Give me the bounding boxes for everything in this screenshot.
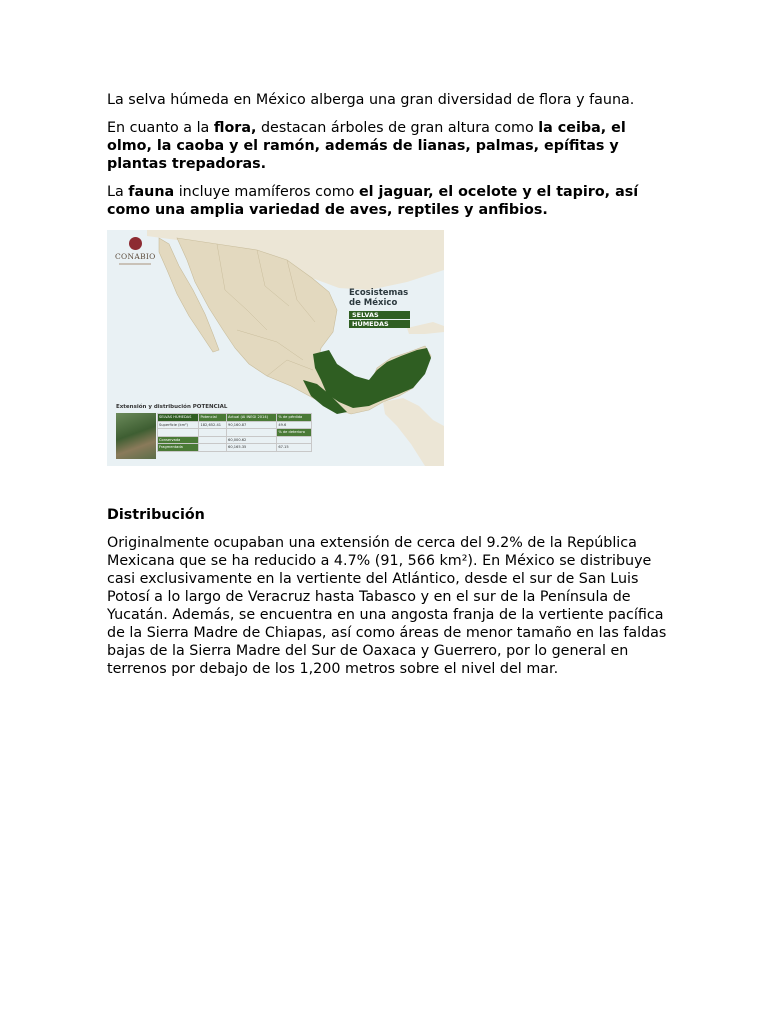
table-cell — [199, 444, 227, 452]
distribution-paragraph: Originalmente ocupaban una extensión de cerca del 9.2% de la República Mexicana que se ha reducido a 4.7% (91, 566 km²). En México se distribuye casi exclusivamente en la vertiente del Atlántico, desde el sur de San Luis Potosí a lo largo de Veracruz hasta Tabasco y en el sur de la Península de Yucatán. Además, se encuentra en una angosta franja de la vertiente pacífica de la Sierra Madre de Chiapas, así como áreas de menor tamaño en las faldas bajas de la Sierra Madre del Sur de Oaxaca y Guerrero, por lo general en terrenos por debajo de los 1,200 metros sobre el nivel del mar. — [107, 535, 667, 677]
table-cell: SELVAS HÚMEDAS — [158, 414, 199, 422]
intro-paragraph: La selva húmeda en México alberga una gran diversidad de flora y fauna. — [107, 92, 635, 108]
fauna-text-c: incluye mamíferos como — [174, 184, 359, 200]
table-cell: Fragmentada — [158, 444, 199, 452]
flora-text-a: En cuanto a la — [107, 120, 214, 136]
table-cell: 67.15 — [277, 444, 312, 452]
conabio-emblem — [129, 237, 142, 250]
table-cell — [277, 436, 312, 444]
table-cell — [199, 436, 227, 444]
fauna-text-a: La — [107, 184, 129, 200]
flora-text-c: destacan árboles de gran altura como — [256, 120, 539, 136]
table-cell: 60,165.35 — [227, 444, 277, 452]
map-title-line1: Ecosistemas — [349, 288, 409, 298]
ecosystem-map-image — [107, 230, 444, 466]
table-cell: Conservada — [158, 436, 199, 444]
table-row — [158, 429, 312, 437]
table-row — [158, 414, 312, 422]
map-tag-selvas: SELVAS — [349, 311, 410, 319]
table-row — [158, 421, 312, 429]
table-cell: 60,000.62 — [227, 436, 277, 444]
flora-label: flora, — [213, 120, 257, 136]
extension-table — [157, 413, 312, 452]
fauna-list: el jaguar, el ocelote y el tapiro, así como una amplia variedad de aves, reptiles y anfibios. — [107, 184, 639, 218]
fauna-paragraph — [107, 183, 667, 219]
table-cell: 90,160.87 — [227, 421, 277, 429]
conabio-logo — [115, 237, 155, 265]
forest-photo-thumbnail — [116, 413, 156, 459]
table-row — [158, 436, 312, 444]
flora-paragraph — [107, 119, 667, 173]
map-title-line2: de México — [349, 298, 398, 308]
map-title — [349, 288, 408, 308]
conabio-logo-text: CONABIO — [115, 252, 156, 261]
fauna-label: fauna — [128, 184, 175, 200]
table-cell: Actual (Al INEGI 2014) — [227, 414, 277, 422]
map-table-title: Extensión y distribución POTENCIAL — [116, 404, 228, 410]
table-row — [158, 444, 312, 452]
flora-list: la ceiba, el olmo, la caoba y el ramón, además de lianas, palmas, epífitas y plantas trepadoras. — [107, 120, 626, 172]
table-cell: % de pérdida — [277, 414, 312, 422]
table-cell: Superficie (km²) — [158, 421, 199, 429]
table-cell — [199, 429, 227, 437]
table-cell: Potencial — [199, 414, 227, 422]
logo-subtitle-line — [119, 263, 151, 265]
table-cell: 182,652.41 — [199, 421, 227, 429]
section-heading: Distribución — [107, 507, 205, 523]
table-cell — [158, 429, 199, 437]
table-cell: % de deterioro — [277, 429, 312, 437]
map-tag-humedas: HÚMEDAS — [349, 320, 410, 328]
table-cell — [227, 429, 277, 437]
table-cell: 49.6 — [277, 421, 312, 429]
